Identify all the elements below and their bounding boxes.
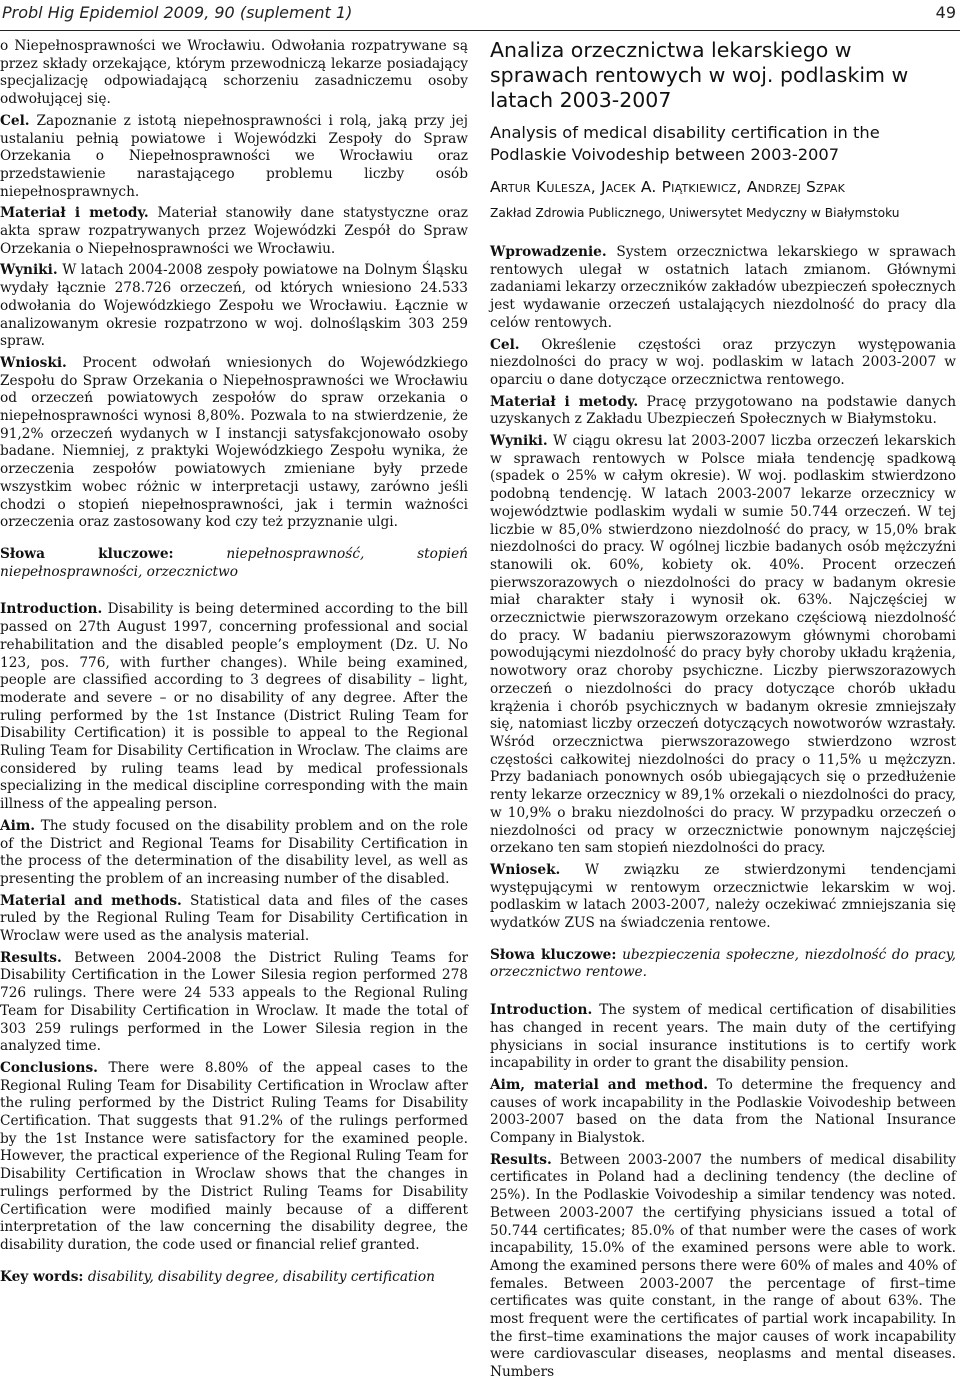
section-label: Aim. [0,817,36,834]
introduction-paragraph-pl [490,244,956,333]
aim-paragraph-en [490,1077,956,1148]
section-label: Wnioski. [0,354,67,371]
conclusions-paragraph-pl [0,355,468,532]
aim-paragraph-pl [490,337,956,390]
section-label: Materiał i metody. [490,393,639,410]
page-number: 49 [935,3,956,22]
results-paragraph-pl [0,262,468,351]
results-paragraph-en [0,950,468,1056]
keywords-text: ubezpieczenia społeczne, niezdolność do pracy, orzecznictwo rentowe. [490,946,956,981]
section-label: Wyniki. [0,262,58,279]
results-paragraph-pl [490,433,956,858]
keywords-label: Key words: [0,1268,84,1285]
section-text: Procent odwołań wniesionych do Wojewódzkiego Zespołu do Spraw Orzekania o Niepełnosprawności we Wrocławiu od orzeczeń powiatowych zespołów do spraw orzekania o niepełnosprawności wynosi 8,80%. Pozwala to na stwierdzenie, że 91,2% orzeczeń wydanych w I instancji satysfakcjonowało osoby badane. Niemniej, z praktyki Wojewódzkiego Zespołu wynika, że orzeczenia zespołów powiatowych zmieniane były przede wszystkim wobec różnic w interpretacji ustawy, zarówno jeśli chodzi o stopień niepełnosprawności, jak i termin ważności orzeczenia oraz zastosowany kod czy też przyznanie ulgi. [0,354,468,531]
section-text: The study focused on the disability problem and on the role of the District and Regional Teams for Disability Certification in the process of the determination of the disability level, as well as presenting the problem of an increasing number of the disabled. [0,817,468,887]
section-text: To determine the frequency and causes of work incapability in the Podlaskie Voivodeship between 2003-2007 based on the data from the National Insurance Company in Bialystok. [490,1076,957,1147]
methods-paragraph-pl [0,205,468,258]
right-column [490,38,956,1386]
section-text: Between 2003-2007 the numbers of medical disability certificates in Poland had a declining tendency (the decline of 25%). In the Podlaskie Voivodeship a similar tendency was noted. Between 2003-2007 the certifying physicians issued a total of 50.744 certificates; 85.0% of that number were the cases of work incapability, 15.0% of the examined persons were able to work. Among the examined persons there were 60% of males and 40% of females. Between 2003-2007 the percentage of first–time certificates was quite constant, in the range of about 63%. The most frequent were the certificates of partial work incapability. In the first–time examinations the major causes of work incapability were cardiovascular diseases, neoplasms and mental diseases. Numbers [490,1151,956,1381]
introduction-paragraph-en [0,601,468,813]
introduction-paragraph-en [490,1002,956,1073]
conclusion-paragraph-pl [490,862,956,933]
section-label: Aim, material and method. [490,1076,709,1093]
section-text: Disability is being determined according to the bill passed on 27th August 1997, concerning professional and social rehabilitation and the disabled people’s employment (Dz. U. No 123, pos. 776, with further changes). While being examined, people are classified according to 3 degrees of disability – light, moderate and severe – or no disability of any degree. After the ruling performed by the 1st Instance (District Ruling Team for Disability Certification) it is possible to appeal to the Regional Ruling Team for Disability Certification in Wroclaw. The claims are considered by ruling teams lead by medical professionals specializing in the medical discipline corresponding with the main illness of the appealing person. [0,601,468,813]
section-text: W ciągu okresu lat 2003-2007 liczba orzeczeń lekarskich w sprawach rentowych w Polsce miała tendencję spadkową (spadek o 25% w całym okresie). W woj. podlaskim stwierdzono podobną tendencję. W latach 2003-2007 lekarze orzecznicy w województwie podlaskim wydali w sumie 50.744 orzeczeń. W tej liczbie w 85,0% stwierdzono niezdolność do pracy, w 15,0% brak niezdolności do pracy. W ogólnej liczbie badanych osób mężczyźni stanowili ok. 60%, kobiety ok. 40%. Procent orzeczeń pierwszorazowych o niezdolności do pracy w badanym okresie miał charakter stały i wynosił ok. 63%. Najczęściej w orzecznictwie pierwszorazowym orzekano częściową niezdolność do pracy. W badaniu pierwszorazowym głównymi chorobami powodującymi niezdolność do pracy były choroby układu krążenia, nowotwory oraz choroby psychiczne. Liczby pierwszorazowych orzeczeń o niezdolności do pracy dotyczące chorób układu krążenia i chorób psychicznych w badanym okresie zmniejszały się, natomiast liczby orzeczeń dotyczących nowotworów wzrastały. Wśród orzecznictwa pierwszorazowego stwierdzono wzrost częstości całkowitej niezdolności do pracy o 11,5% u mężczyzn. Przy badaniach ponownych osób ubiegających się o przedłużenie renty lekarze orzecznicy w 89,1% orzekali o niezdolności do pracy, w 10,9% o braku niezdolności do pracy. W przypadku orzeczeń o niezdolności od pracy w orzecznictwie ponownym najczęściej orzekano ten sam stopień niezdolności do pracy. [490,433,956,857]
section-text: W związku ze stwierdzonymi tendencjami występującymi w rentowym orzecznictwie lekarskim w woj. podlaskim w latach 2003-2007, należy oczekiwać zmniejszania się wydatków ZUS na świadczenia rentowe. [490,861,956,932]
article-title: Analiza orzecznictwa lekarskiego w sprawach rentowych w woj. podlaskim w latach 2003-2007 [490,38,909,112]
journal-citation: Probl Hig Epidemiol 2009, 90 (suplement 1) [2,3,353,22]
keywords-pl [490,947,956,982]
section-text: The system of medical certification of disabilities has changed in recent years. The main duty of the certifying physicians in social insurance institutions is to certify work incapability in order to grant the disability pension. [490,1002,956,1072]
section-text: System orzecznictwa lekarskiego w sprawach rentowych ulegał w ostatnich latach zmianom. Głównymi zadaniami lekarzy orzeczników zakładów ubezpieczeń społecznych jest wydawanie orzeczeń ustalających niezdolność do pracy dla celów rentowych. [490,244,956,331]
keywords-label: Słowa kluczowe: [490,946,617,963]
section-text: Statistical data and files of the cases ruled by the Regional Ruling Team for Disability Certification in Wroclaw were used as the analysis material. [0,892,468,945]
keywords-label: Słowa kluczowe: [0,545,174,562]
section-label: Wprowadzenie. [490,244,607,260]
section-text: Between 2004-2008 the District Ruling Teams for Disability Certification in the Lower Silesia region performed 278 726 rulings. There were 24 533 appeals to the Regional Ruling Team for Disability Certification in Wroclaw. It made the total of 303 259 rulings performed in the Lower Silesia region in the analyzed time. [0,949,468,1055]
section-label: Cel. [490,336,520,353]
section-label: Introduction. [490,1002,593,1019]
section-text: Pracę przygotowano na podstawie danych uzyskanych z Zakładu Ubezpieczeń Społecznych w Białymstoku. [490,393,957,428]
section-label: Wyniki. [490,433,548,450]
section-text: Określenie częstości oraz przyczyn występowania niezdolności do pracy w woj. podlaskim w latach 2003-2007 w oparciu o dane dotyczące orzecznictwa rentowego. [490,336,956,388]
conclusions-paragraph-en [0,1060,468,1255]
section-text: There were 8.80% of the appeal cases to the Regional Ruling Team for Disability Certification in Wroclaw after the ruling performed by the District Ruling Teams for Disability Certification. That suggests that 91.2% of the rulings performed by the 1st Instance were satisfactory for the examined people. However, the practical experience of the Regional Ruling Team for Disability Certification in Wroclaw shows that the changes in rulings performed by the District Ruling Teams for Disability Certification were modified mainly because of a different interpretation of the law concerning the disability degree, the disability duration, the code used or financial relief granted. [0,1059,468,1253]
authors: Artur Kulesza, Jacek A. Piątkiewicz, Andrzej Szpak [490,178,846,196]
keywords-text: disability, disability degree, disability certification [83,1268,435,1285]
section-label: Conclusions. [0,1059,98,1076]
methods-paragraph-pl [490,394,956,429]
section-label: Introduction. [0,601,103,618]
section-text: Materiał stanowiły dane statystyczne oraz akta spraw rozpatrywanych przez Wojewódzki Zespół do Spraw Orzekania o Niepełnosprawności we Wrocławiu. [0,205,469,257]
section-label: Wniosek. [490,861,561,878]
section-label: Cel. [0,112,30,129]
keywords-text: niepełnosprawność, stopień niepełnosprawności, orzecznictwo [0,545,468,580]
left-column [0,38,468,1290]
continued-paragraph: o Niepełnosprawności we Wrocławiu. Odwołania rozpatrywane są przez składy orzekające, którym przewodniczą lekarze posiadający specjalizację odpowiadającą schorzeniu zasadniczemu osoby odwołującej się. [0,38,468,108]
keywords-pl [0,546,468,581]
section-label: Materiał i metody. [0,205,149,222]
affiliation: Zakład Zdrowia Publicznego, Uniwersytet Medyczny w Białymstoku [490,206,900,220]
results-paragraph-en [490,1152,956,1382]
aim-paragraph-en [0,818,468,889]
aim-paragraph-pl [0,113,468,202]
section-text: W latach 2004-2008 zespoły powiatowe na Dolnym Śląsku wydały łącznie 278.726 orzeczeń, od których wniesiono 24.533 odwołania do Wojewódzkiego Zespołu we Wrocławiu. Łącznie w analizowanym okresie rozpatrzono w woj. dolnośląskim 303 259 spraw. [0,262,468,350]
keywords-en [0,1269,468,1287]
section-label: Results. [0,949,62,966]
section-label: Material and methods. [0,892,182,909]
running-header [0,0,960,31]
methods-paragraph-en [0,893,468,946]
section-text: Zapoznanie z istotą niepełnosprawności i rolą, jaką przy jej ustalaniu pełnią powiatowe i Wojewódzki Zespoły do Spraw Orzekania o Niepełnosprawności we Wrocławiu oraz przedstawienie narastającego problemu liczby osób niepełnosprawnych. [0,112,468,200]
section-label: Results. [490,1151,552,1168]
article-subtitle: Analysis of medical disability certification in the Podlaskie Voivodeship between 2003-2007 [490,123,880,164]
